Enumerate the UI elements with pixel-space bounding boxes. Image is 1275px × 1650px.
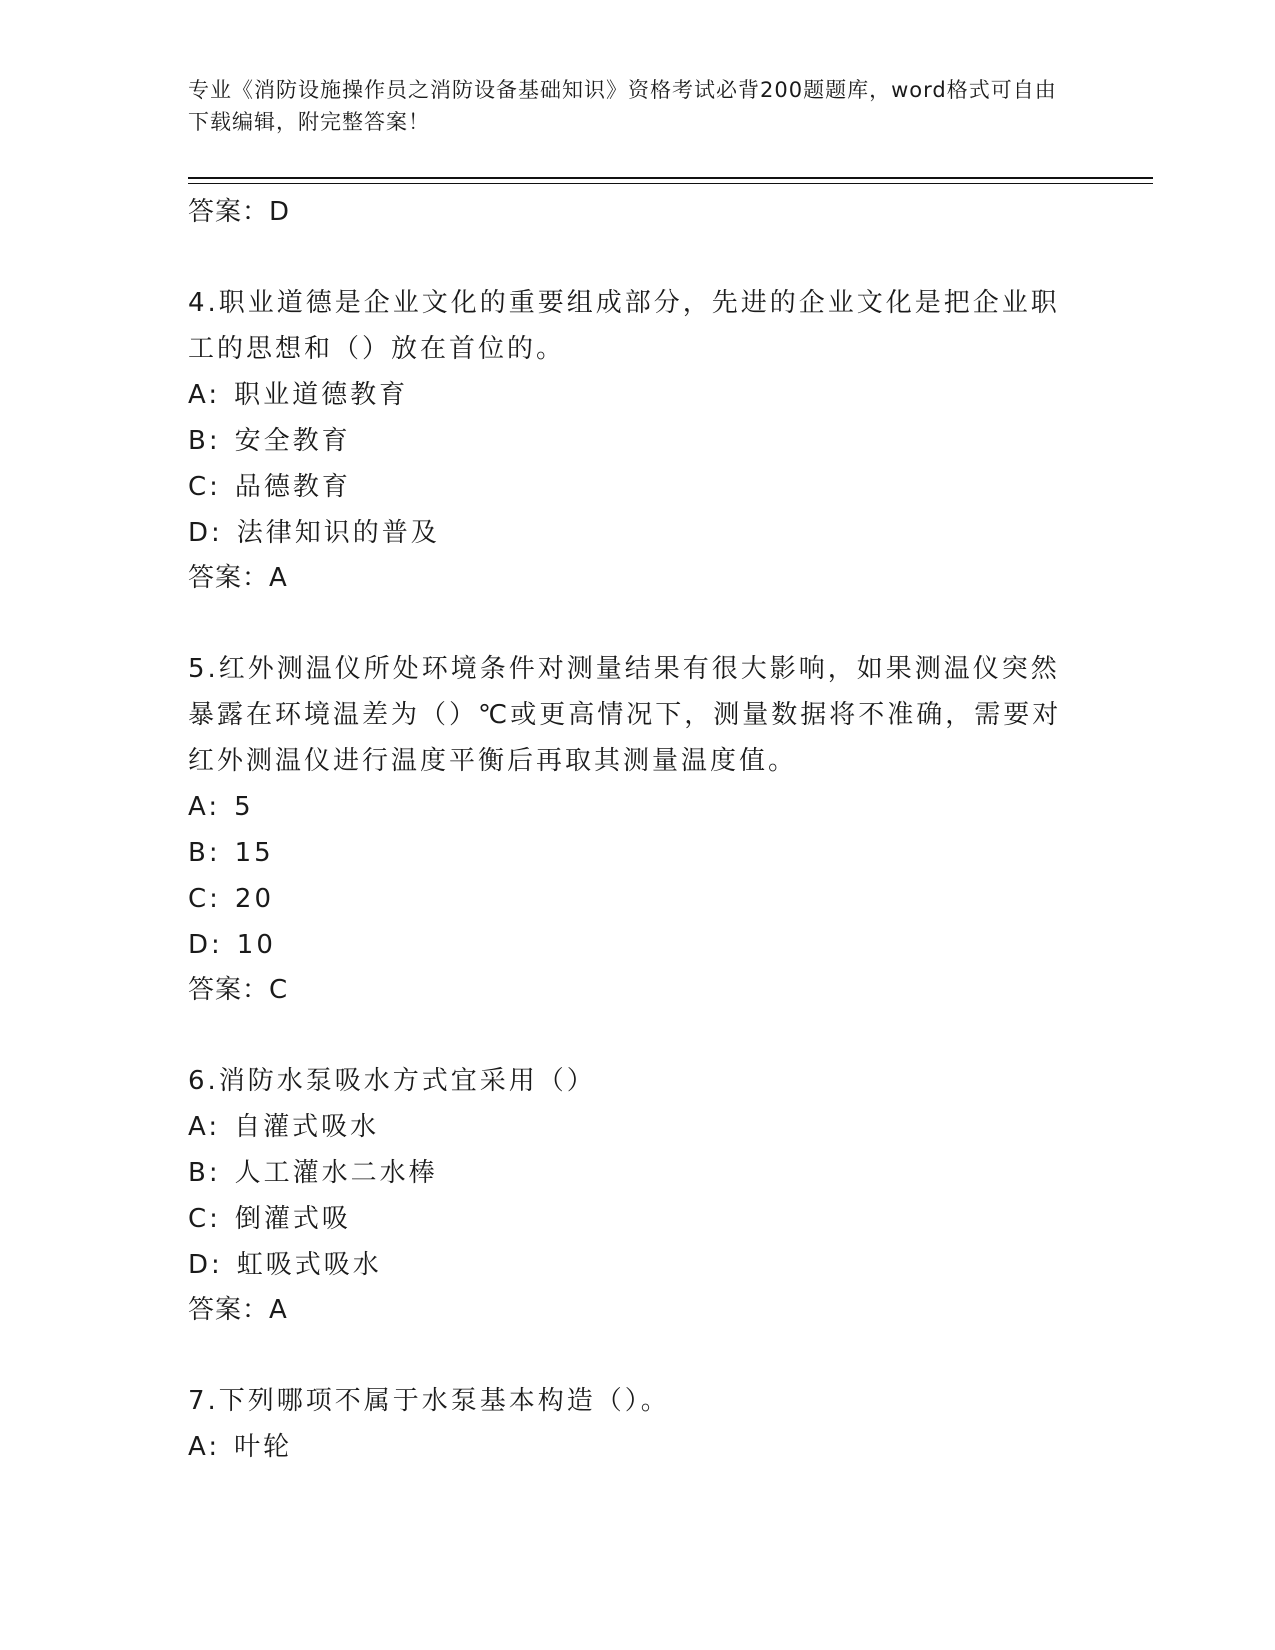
question-stem: 7.下列哪项不属于水泵基本构造（）。 <box>188 1386 670 1416</box>
option-label: D: <box>188 518 223 548</box>
option-label: C: <box>188 884 221 914</box>
question-block <box>188 1058 1068 1378</box>
spacer <box>188 234 1068 280</box>
option-a <box>188 372 1068 418</box>
option-label: B: <box>188 426 221 456</box>
option-label: A: <box>188 1112 221 1142</box>
option-text: 人工灌水二水棒 <box>234 1158 438 1188</box>
option-c <box>188 876 1068 922</box>
question-stem: 5.红外测温仪所处环境条件对测量结果有很大影响，如果测温仪突然暴露在环境温差为（）℃或更高情况下，测量数据将不准确，需要对红外测温仪进行温度平衡后再取其测量温度值。 <box>188 654 1062 776</box>
spacer <box>188 1332 1068 1378</box>
option-c <box>188 1196 1068 1242</box>
spacer <box>188 1012 1068 1058</box>
option-text: 倒灌式吸 <box>234 1204 351 1234</box>
option-b <box>188 830 1068 876</box>
header-divider-thin <box>188 183 1153 184</box>
option-d <box>188 922 1068 968</box>
header-divider-thick <box>188 177 1153 179</box>
option-c <box>188 464 1068 510</box>
option-text: 安全教育 <box>234 426 351 456</box>
document-header: 专业《消防设施操作员之消防设备基础知识》资格考试必背200题题库，word格式可自由下载编辑，附完整答案！ <box>188 78 1057 134</box>
option-label: B: <box>188 1158 221 1188</box>
question-list <box>188 190 1068 1470</box>
option-label: A: <box>188 380 221 410</box>
option-label: C: <box>188 1204 221 1234</box>
option-text: 法律知识的普及 <box>236 518 440 548</box>
option-label: B: <box>188 838 221 868</box>
question-block <box>188 1378 1068 1470</box>
option-text: 虹吸式吸水 <box>236 1250 382 1280</box>
answer-line: 答案：C <box>188 975 289 1005</box>
option-label: C: <box>188 472 221 502</box>
option-a <box>188 1104 1068 1150</box>
question-stem: 6.消防水泵吸水方式宜采用（） <box>188 1066 596 1096</box>
option-text: 10 <box>236 930 276 960</box>
option-label: D: <box>188 1250 223 1280</box>
answer-line: 答案：D <box>188 197 291 227</box>
option-text: 叶轮 <box>234 1432 293 1462</box>
option-d <box>188 1242 1068 1288</box>
answer-line: 答案：A <box>188 1295 288 1325</box>
question-block <box>188 646 1068 1058</box>
option-a <box>188 1424 1068 1470</box>
spacer <box>188 600 1068 646</box>
option-text: 5 <box>234 792 254 822</box>
option-text: 15 <box>234 838 274 868</box>
option-label: D: <box>188 930 223 960</box>
answer-line: 答案：A <box>188 563 288 593</box>
option-b <box>188 418 1068 464</box>
option-label: A: <box>188 1432 221 1462</box>
option-text: 品德教育 <box>234 472 351 502</box>
question-block <box>188 280 1068 646</box>
option-a <box>188 784 1068 830</box>
option-d <box>188 510 1068 556</box>
option-text: 20 <box>234 884 275 914</box>
question-stem: 4.职业道德是企业文化的重要组成部分，先进的企业文化是把企业职工的思想和（）放在首位的。 <box>188 288 1060 364</box>
option-text: 职业道德教育 <box>234 380 409 410</box>
option-text: 自灌式吸水 <box>234 1112 380 1142</box>
option-b <box>188 1150 1068 1196</box>
option-label: A: <box>188 792 221 822</box>
